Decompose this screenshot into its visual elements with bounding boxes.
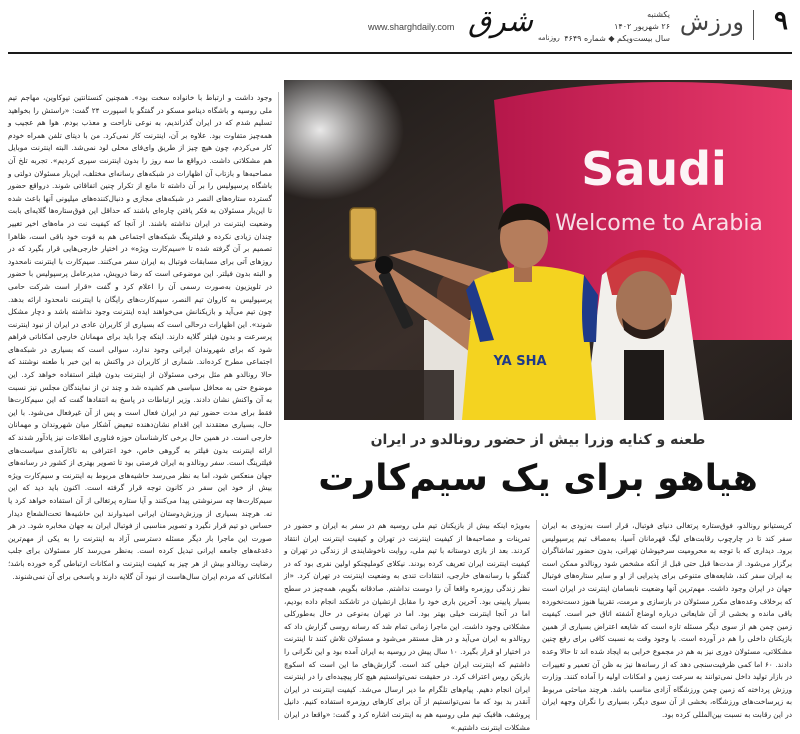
issue-day: یکشنبه [647,10,670,19]
header-rule [8,52,792,54]
section-title: ورزش [679,8,744,36]
column-divider [536,520,537,720]
article-column-middle [284,520,530,732]
article-headline: هیاهو برای یک سیم‌کارت [318,458,758,499]
page-number: ۹ [774,6,788,36]
column-paragraph: وجود داشت و ارتباط با خانواده سخت بود». همچنین کنستانتین تیوکاوین، مهاجم تیم ملی روسیه و باشگاه دینامو مسکو در گفتگو با اسپورت ۲۴ گفت: «راستش را بخواهید تسلیم شدم که در ایران گذراندیم، به نوعی ناراحت و معذب بودم. هوا هم عجیب و همه‌چیز متفاوت بود. علاوه بر آن، اینترنت کار نمی‌کرد. من با دیتای تلفن همراه خودم کار می‌کردم، چون هیچ چیز از طریق وای‌فای محلی لود نمی‌شد. البته اینترنت موبایل هم مشکلاتی داشت. درواقع ما سه روز را بدون اینترنت سپری کردیم». تجربه تلخ آن مصاحبه‌ها و بازتاب آن اظهارات در شبکه‌های رسانه‌ای مختلف، این‌بار مسئولان دولتی و باشگاه پرسپولیس را بر آن داشته تا مانع از تکرار چنین اتفاقاتی شوند. درواقع حضور گسترده ستاره‌های النصر در شبکه‌های مجازی و دنبال‌کننده‌های میلیونی آنها باعث شده تا این‌بار مسئولان به فکر یافتن چاره‌ای باشند که حداقل این فوق‌ستاره‌ها گلایه‌ای بابت وضعیت اینترنت در ایران نداشته باشند. از آنجا که کیفیت نت در ماه‌های اخیر تغییر چندان زیادی نکرده و فیلترینگ شبکه‌های اجتماعی هم به قوت خود باقی است، ظاهرا تصمیم بر آن گرفته شده تا «سیم‌کارت ویژه» در اختیار خارجی‌هایی قرار بگیرد که در روزهای آتی برای مسابقات فوتبال به ایران سفر می‌کنند. سیم‌کارت با اینترنت نامحدود و البته بدون فیلتر. این موضوعی است که رضا درویش، مدیرعامل پرسپولیس با حضور در تلویزیون به‌صورت رسمی آن را اعلام کرد و گفت «قرار است شرکت حامی پرسپولیس به کاروان تیم النصر، سیم‌کارت‌های رایگان با اینترنت نامحدود ارائه بدهد. چون تیم می‌آید و بازیکنانش می‌خواهند ایده اینترنت وجود نداشته باشد و دچار مشکل شوند». این اظهارات درحالی است که بسیاری از کاربران عادی در ایران از نبود اینترنت پرسرعت و بدون فیلتر گلایه دارند. اینکه چرا باید برای مهمانان خارجی امکاناتی فراهم شود که برای شهروندان ایرانی وجود ندارد، سوالی است که بسیاری در شبکه‌های اجتماعی مطرح کرده‌اند. شماری از کاربران در واکنش به این خبر با طعنه نوشتند که حالا رونالدو هم مثل برخی مسئولان از اینترنت بدون فیلتر استفاده خواهد کرد. این موضوع حتی به محافل سیاسی هم کشیده شد و چند تن از نمایندگان مجلس نیز نسبت به آن واکنش نشان دادند. وزیر ارتباطات در پاسخ به انتقادها گفت که این سیم‌کارت‌ها فقط برای مدت حضور تیم در ایران فعال است و پس از آن غیرفعال می‌شود. با این حال، بسیاری معتقدند این اقدام نشان‌دهنده تبعیض آشکار میان شهروندان و مهمانان خارجی است. در همین حال برخی کارشناسان حوزه فناوری اطلاعات نیز یادآور شدند که ارائه اینترنت بدون فیلتر به گروهی خاص، خود اعترافی به ناکارآمدی سیاست‌های فیلترینگ است. سفر رونالدو به ایران فرصتی بود تا تصویر بهتری از کشور در رسانه‌های جهان منعکس شود، اما به نظر می‌رسد حاشیه‌های مربوط به اینترنت و سیم‌کارت ویژه بیش از خود این سفر در کانون توجه قرار گرفته است. اکنون باید دید که این سیم‌کارت‌ها چه سرنوشتی پیدا می‌کنند و آیا ستاره پرتغالی از آن استفاده خواهد کرد یا نه. هرچند بسیاری از ورزش‌دوستان ایرانی امیدوارند این حاشیه‌ها تحت‌الشعاع دیدار حساس دو تیم قرار نگیرد و تصویر مناسبی از فوتبال ایران به جهان مخابره شود. در هر صورت این ماجرا بار دیگر مسئله دسترسی آزاد به اینترنت را به یکی از مهم‌ترین دغدغه‌های جامعه ایرانی تبدیل کرده است. به‌نظر می‌رسد کار مسئولان برای جلب رضایت رونالدو بیش از هر چیز به کیفیت اینترنت و امکانات ارتباطی گره خورده باشد؛ امکاناتی که مردم ایران سال‌هاست از نبود آن گلایه دارند و پاسخی برای آن نمی‌شنوند. [8,93,272,581]
page-header [0,0,800,52]
article-kicker: طعنه و کنایه وزرا بیش از حضور رونالدو در ایران [370,432,706,448]
issue-number: سال بیست‌ویکم ◆ شماره ۴۶۴۹ [564,34,670,43]
header-divider [753,10,754,40]
banner-brand: Saudi [581,142,727,196]
jersey-sponsor: YA SHA [493,354,547,369]
masthead-logo [468,4,572,44]
masthead-name: شرق [468,4,533,39]
column-divider [278,92,279,720]
article-column-right [542,520,792,720]
website-url[interactable]: www.sharghdaily.com [368,22,455,32]
article-photo [284,80,792,420]
article-column-left [8,92,272,720]
column-paragraph: به‌ویژه اینکه بیش از بازیکنان تیم ملی روسیه هم در سفر به ایران و حضور در تمرینات و مصاحبه‌ها از کیفیت اینترنت در تهران و کیفیت اینترنت ایران انتقاد کردند. بعد از بازی دوستانه با تیم ملی، روایت ناخوشایندی از زندگی در تهران و کیفیت اینترنت ایران تعریف کرده بودند. نیکلای کوملیچنکو اولین نفری بود که در گفتگو با رسانه‌های خارجی، انتقادات تندی به وضعیت اینترنت در تهران کرد. «از نظر زندگی روزمره واقعا آن را دوست نداشتم. صادقانه بگویم، همه‌چیز در سطح بسیار پایینی بود. آخرین باری خود را مقابل ارتشیان در تاشکند انجام داده بودیم، اما در آنجا اینترنت خیلی بهتر بود. اما در تهران به‌نوعی در حال به‌طورکلی مشکلاتی وجود داشت. این ماجرا زمانی تمام شد که رسانه روسی گزارش داد که رونالدو به ایران می‌آید و در هتل مستقر می‌شود و مسئولان تلاش کنند تا اینترنت در اختیار او قرار بگیرد. ۱۰ سال پیش در روسیه به ایران آمده بود و این نگرانی را داشتیم که اینترنت ایران خیلی کند است. گزارش‌های ما این است که اسکوچ بازیکن روس اعتراف کرد. در حقیقت نمی‌توانستیم هیچ کار پیچیده‌ای را در اینترنت ایران انجام دهیم. پیام‌های تلگرام ما دیر ارسال می‌شد. کیفیت اینترنت در ایران آنقدر بد بود که ما نمی‌توانستیم از آن برای کارهای روزمره استفاده کنیم. دانیل پروشف، هافبک تیم ملی روسیه هم به اینترنت اشاره کرد و گفت: «واقعا در ایران مشکلات اینترنت داشتیم.» [284,521,530,732]
column-paragraph: کریستیانو رونالدو، فوق‌ستاره پرتغالی دنیای فوتبال، قرار است به‌زودی به ایران سفر کند تا در چارچوب رقابت‌های لیگ قهرمانان آسیا، به‌مصاف تیم پرسپولیس برود. دیداری که با توجه به محرومیت سرخپوشان تهرانی، بدون حضور تماشاگران برگزار می‌شود. از مدت‌ها قبل حتی قبل از آنکه مشخص شود رونالدو ممکن است به ایران سفر کند، شایعه‌های متنوعی برای پذیرایی از او و سایر ستاره‌های فوتبال جهان در ایران وجود داشت. مهم‌ترین آنها وضعیت نابسامان اینترنت در ایران است که برخلاف وعده‌های مکرر مسئولان در بازسازی و مرمت، تقریبا هنوز دست‌نخورده باقی مانده و بخشی از آن شایعاتی درباره اوضاع آشفته اتاق خبر است. کیفیت زمین چمن هم از سوی دیگر مسئله تازه است که شایعه اعتراض بسیاری از همین بازیکنان داخلی را هم در آورده است. با وجود وقت به نسبت کافی برای رفع چنین مشکلاتی، مسئولان دوری نیز به هم در مجموع خرابی به ایجاد شده اند تا حالا وعده دادند. ۶۰ اما کمی ظرفیت‌سنجی دهد که از رسانه‌ها نیز به ظن آن تعمیر و تغییرات در بازار تولید داخل نمی‌توانند به سرعت زمین و امکانات اولیه را آماده کنند. وزارت ورزش پرداخته که زمین چمن ورزشگاه آزادی مناسب باشد. هرچند مباحثی مربوط به زیرساخت‌های ورزشگاه، بخشی از آن سوی دیگر، بسیاری را نگران وجهه ایران در این رقابت به نسبت بین‌المللی کرده بود. [542,521,793,719]
masthead-subtitle: روزنامه [538,34,560,42]
issue-info [564,9,670,45]
issue-date: ۲۶ شهریور ۱۴۰۲ [614,22,670,31]
banner-slogan: Welcome to Arabia [555,211,763,236]
